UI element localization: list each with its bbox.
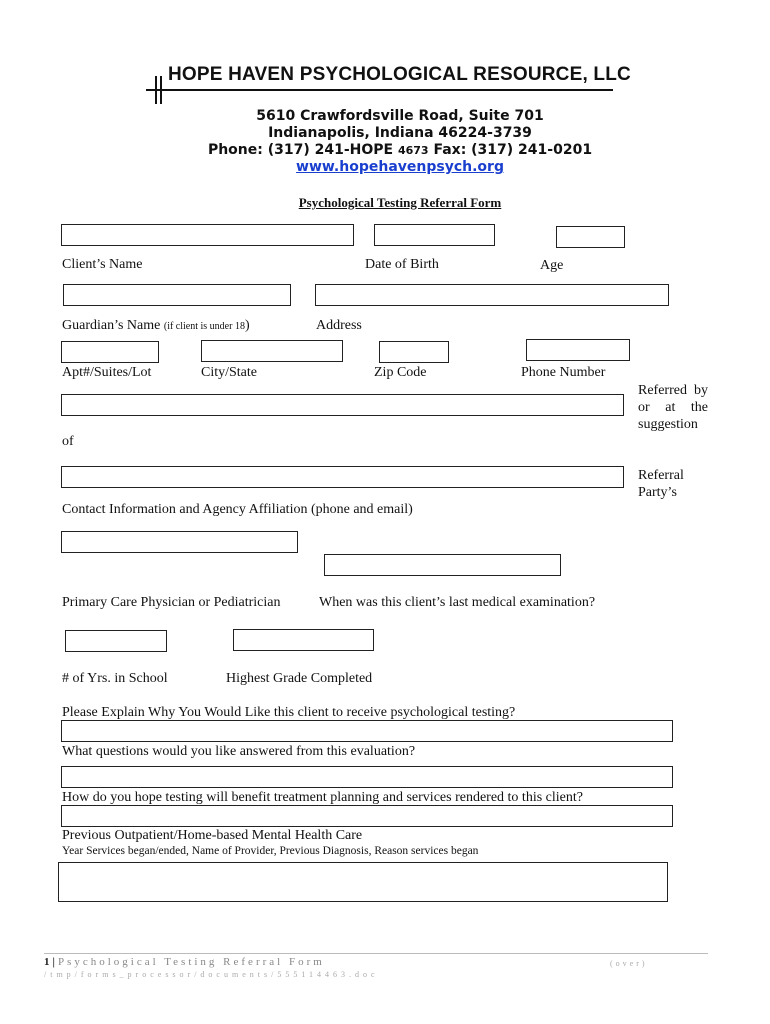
- questions-label: What questions would you like answered from this evaluation?: [62, 744, 416, 759]
- header-mark-v1: [155, 76, 157, 104]
- guardian-label: [62, 318, 250, 334]
- footer-over: (over): [610, 959, 648, 968]
- referred-by-label: Referred by or at the suggestion: [638, 383, 708, 432]
- address-line-1: 5610 Crawfordsville Road, Suite 701: [256, 108, 544, 124]
- grade-label: Highest Grade Completed: [226, 671, 373, 686]
- physician-label: Primary Care Physician or Pediatrician: [62, 595, 281, 610]
- footer-path: /tmp/forms_processor/documents/555114463.doc: [44, 970, 379, 979]
- zip-code-field[interactable]: [379, 341, 449, 363]
- footer-page-number: 1: [44, 956, 53, 968]
- highest-grade-field[interactable]: [233, 629, 374, 651]
- benefit-field[interactable]: [61, 805, 673, 827]
- client-name-label: Client’s Name: [62, 257, 143, 272]
- zip-label: Zip Code: [374, 365, 427, 380]
- last-exam-field[interactable]: [324, 554, 561, 576]
- phone-number: Phone: (317) 241-HOPE: [207, 142, 394, 158]
- header-mark-v2: [160, 76, 162, 104]
- fax-number: Fax: (317) 241-0201: [433, 142, 593, 158]
- footer-rule: [44, 953, 708, 954]
- client-name-field[interactable]: [61, 224, 354, 246]
- address-label: Address: [316, 318, 362, 333]
- questions-field[interactable]: [61, 766, 673, 788]
- footer-separator: |: [52, 956, 58, 968]
- explain-field[interactable]: [61, 720, 673, 742]
- referral-party-contact-field[interactable]: [61, 466, 624, 488]
- phone-fax-line: [0, 142, 770, 158]
- referred-by-field[interactable]: [61, 394, 624, 416]
- contact-info-label: Contact Information and Agency Affiliation (phone and email): [62, 502, 413, 517]
- of-label: of: [62, 434, 74, 449]
- dob-label: Date of Birth: [365, 257, 439, 272]
- phone-label: Phone Number: [521, 365, 606, 380]
- years-in-school-field[interactable]: [65, 630, 167, 652]
- phone-extension: 4673: [397, 144, 429, 157]
- previous-care-label: Previous Outpatient/Home-based Mental Health Care: [62, 828, 363, 843]
- footer-doc-title: Psychological Testing Referral Form: [57, 956, 325, 968]
- age-field[interactable]: [556, 226, 625, 248]
- address-line-2: Indianapolis, Indiana 46224-3739: [268, 125, 532, 141]
- age-label: Age: [540, 258, 564, 273]
- guardian-label-note: (if client is under 18: [163, 321, 245, 332]
- previous-care-sublabel: Year Services began/ended, Name of Provider, Previous Diagnosis, Reason services began: [62, 845, 479, 857]
- guardian-label-close: ): [244, 318, 250, 333]
- date-of-birth-field[interactable]: [374, 224, 495, 246]
- years-school-label: # of Yrs. in School: [62, 671, 168, 686]
- header-rule: [146, 89, 613, 91]
- website-line: [0, 159, 770, 175]
- address-field[interactable]: [315, 284, 669, 306]
- benefit-label: How do you hope testing will benefit treatment planning and services rendered to this client?: [62, 790, 583, 805]
- physician-field[interactable]: [61, 531, 298, 553]
- apt-label: Apt#/Suites/Lot: [62, 365, 152, 380]
- explain-label: Please Explain Why You Would Like this client to receive psychological testing?: [62, 705, 516, 720]
- footer-title: [44, 956, 325, 968]
- referral-party-label: Referral Party’s: [638, 468, 684, 500]
- city-state-label: City/State: [201, 365, 257, 380]
- guardian-label-text: Guardian’s Name: [62, 318, 161, 333]
- city-state-field[interactable]: [201, 340, 343, 362]
- website-link[interactable]: www.hopehavenpsych.org: [296, 159, 504, 175]
- phone-number-field[interactable]: [526, 339, 630, 361]
- guardian-name-field[interactable]: [63, 284, 291, 306]
- last-exam-label: When was this client’s last medical examination?: [319, 595, 596, 610]
- previous-care-field[interactable]: [58, 862, 668, 902]
- organization-name: HOPE HAVEN PSYCHOLOGICAL RESOURCE, LLC: [168, 64, 631, 85]
- apt-field[interactable]: [61, 341, 159, 363]
- form-title: Psychological Testing Referral Form: [298, 195, 502, 210]
